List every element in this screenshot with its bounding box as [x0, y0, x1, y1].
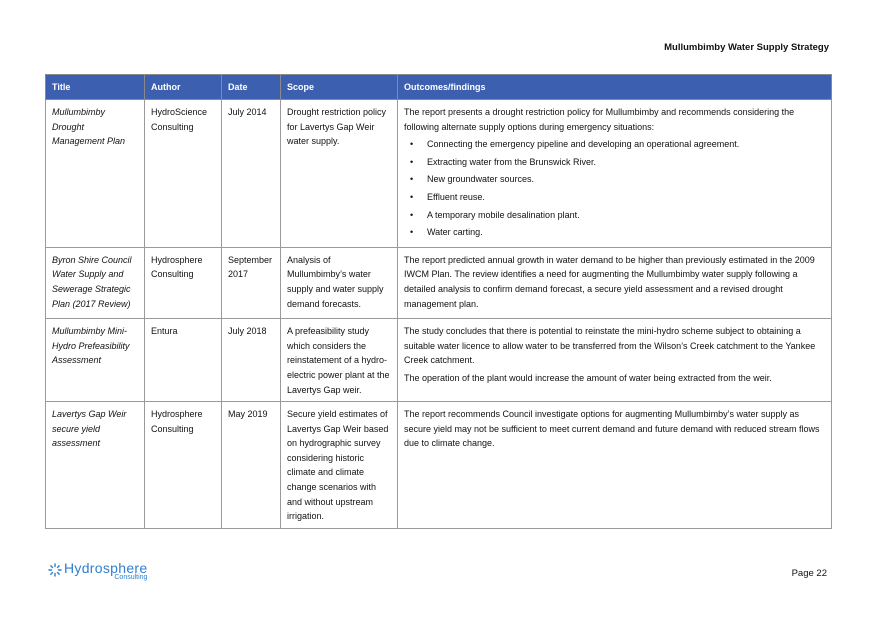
row-outcomes: [398, 247, 832, 318]
list-item: [410, 190, 825, 205]
logo-subtitle: Consulting: [114, 574, 148, 581]
column-header-author: Author: [145, 75, 222, 100]
outcome-paragraph: The study concludes that there is potential to reinstate the mini-hydro scheme subject to obtaining a suitable water licence to allow water to be transferred from the Wilson’s Creek catchment to the Yankee Creek catchment.: [404, 326, 816, 366]
hydrosphere-logo: [48, 561, 147, 581]
row-title: Byron Shire Council Water Supply and Sewerage Strategic Plan (2017 Review): [46, 247, 145, 318]
row-outcomes: [398, 319, 832, 402]
column-header-outcomes: Outcomes/findings: [398, 75, 832, 100]
row-date: May 2019: [222, 402, 281, 529]
list-item-text: New groundwater sources.: [427, 174, 535, 185]
outcome-paragraph: The report predicted annual growth in water demand to be higher than previously estimated in the 2009 IWCM Plan. The review identifies a need for augmenting the Mullumbimby water supply following a detailed analysis to confirm demand forecast, a secure yield assessment and a revised drought management plan.: [404, 254, 815, 309]
row-title: Lavertys Gap Weir secure yield assessment: [46, 402, 145, 529]
list-item: [410, 155, 825, 170]
row-title: Mullumbimby Mini-Hydro Prefeasibility Assessment: [46, 319, 145, 402]
column-header-scope: Scope: [281, 75, 398, 100]
row-scope: Drought restriction policy for Lavertys Gap Weir water supply.: [281, 100, 398, 248]
list-item-text: Effluent reuse.: [427, 191, 485, 202]
row-author: Entura: [145, 319, 222, 402]
row-author: Hydrosphere Consulting: [145, 247, 222, 318]
list-item: [410, 225, 825, 240]
outcome-paragraph: The report presents a drought restriction policy for Mullumbimby and recommends considering the following alternate supply options during emergency situations:: [404, 107, 795, 132]
sunburst-logo-icon: [48, 563, 62, 577]
list-item-text: Extracting water from the Brunswick River.: [427, 156, 597, 167]
column-header-date: Date: [222, 75, 281, 100]
row-outcomes: [398, 402, 832, 529]
table-row: [46, 319, 832, 402]
outcome-paragraph: The report recommends Council investigate options for augmenting Mullumbimby’s water supply as secure yield may not be sufficient to meet current demand and future demand with reduced stream flows due to climate change.: [404, 409, 820, 449]
bullet-icon: •: [410, 139, 414, 150]
bullet-icon: •: [410, 156, 414, 167]
bullet-icon: •: [410, 227, 414, 238]
row-date: September 2017: [222, 247, 281, 318]
logo-name: Hydrosphere: [64, 560, 148, 576]
document-title: Mullumbimby Water Supply Strategy: [664, 42, 829, 53]
page-number: Page 22: [791, 568, 827, 579]
row-scope: A prefeasibility study which considers the reinstatement of a hydro-electric power plant at the Lavertys Gap weir.: [281, 319, 398, 402]
list-item: [410, 137, 825, 152]
row-scope: Secure yield estimates of Lavertys Gap Weir based on hydrographic survey considering historic climate and climate change scenarios with and without upstream irrigation.: [281, 402, 398, 529]
row-author: HydroScience Consulting: [145, 100, 222, 248]
row-author: Hydrosphere Consulting: [145, 402, 222, 529]
row-title: Mullumbimby Drought Management Plan: [46, 100, 145, 248]
table-header-row: [46, 75, 832, 100]
table-row: [46, 247, 832, 318]
list-item: [410, 172, 825, 187]
table-row: [46, 402, 832, 529]
alternate-supply-options-list: [404, 137, 825, 240]
bullet-icon: •: [410, 174, 414, 185]
list-item-text: Connecting the emergency pipeline and developing an operational agreement.: [427, 139, 740, 150]
row-scope: Analysis of Mullumbimby’s water supply and water supply demand forecasts.: [281, 247, 398, 318]
literature-review-table: [45, 74, 832, 529]
table-row: [46, 100, 832, 248]
row-date: July 2014: [222, 100, 281, 248]
list-item-text: A temporary mobile desalination plant.: [427, 209, 580, 220]
bullet-icon: •: [410, 191, 414, 202]
list-item: [410, 208, 825, 223]
row-outcomes: [398, 100, 832, 248]
bullet-icon: •: [410, 209, 414, 220]
outcome-paragraph: The operation of the plant would increase the amount of water being extracted from the weir.: [404, 372, 772, 383]
list-item-text: Water carting.: [427, 227, 483, 238]
column-header-title: Title: [46, 75, 145, 100]
row-date: July 2018: [222, 319, 281, 402]
